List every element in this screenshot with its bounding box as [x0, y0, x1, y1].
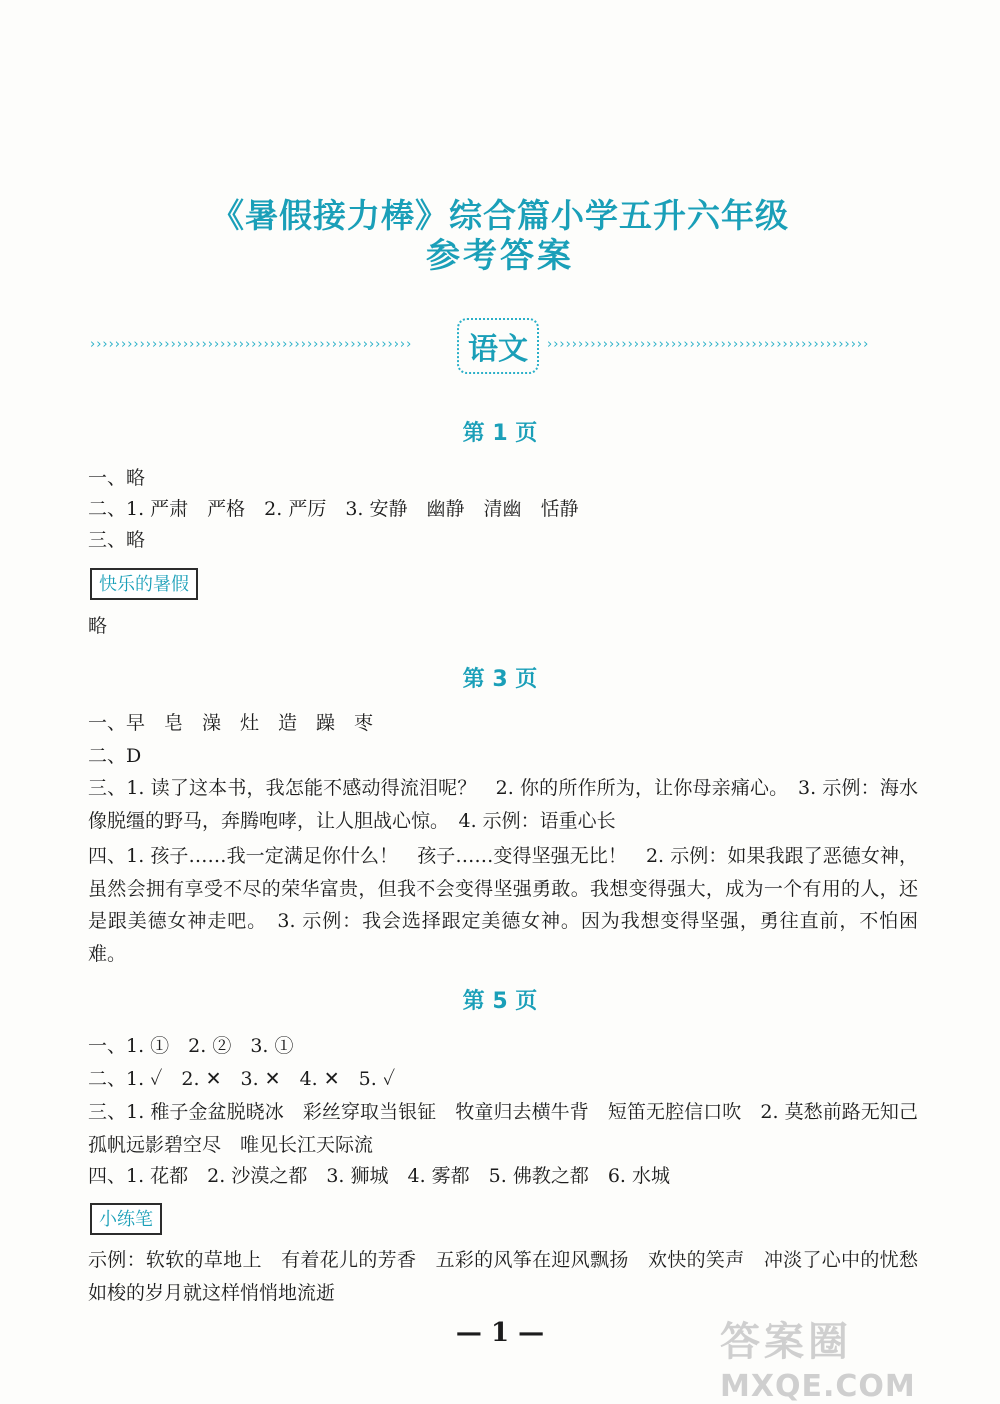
- answer-paragraph: 三、1. 读了这本书，我怎能不感动得流泪呢？ 2. 你的所作所为，让你母亲痛心。 3. 示例：海水像脱缰的野马，奔腾咆哮，让人胆战心惊。 4. 示例：语重心长: [88, 777, 918, 832]
- section-heading-p3: 第 3 页: [462, 667, 538, 692]
- answer-line: 二、1. 严肃 严格 2. 严厉 3. 安静 幽静 清幽 恬静: [88, 498, 579, 520]
- divider-left: ››››››››››››››››››››››››››››››››››››››››››››››››››››: [90, 337, 413, 352]
- answer-line: 一、早 皂 澡 灶 造 躁 枣: [88, 712, 374, 734]
- answer-line: 一、1. ① 2. ② 3. ①: [88, 1035, 294, 1057]
- answer-paragraph: 示例：软软的草地上 有着花儿的芳香 五彩的风筝在迎风飘扬 欢快的笑声 冲淡了心中的忧愁 如梭的岁月就这样悄悄地流逝: [88, 1249, 938, 1304]
- answer-line: 二、1. ✓ 2. ✕ 3. ✕ 4. ✕ 5. ✓: [88, 1068, 396, 1090]
- section-heading-p5: 第 5 页: [462, 989, 538, 1014]
- subject-label: 语文: [457, 318, 539, 374]
- document-title: 《暑假接力棒》综合篇小学五升六年级: [211, 196, 789, 235]
- answer-line: 四、1. 花都 2. 沙漠之都 3. 狮城 4. 雾都 5. 佛教之都 6. 水城: [88, 1165, 671, 1187]
- answer-line: 一、略: [88, 467, 146, 489]
- answer-line: 三、略: [88, 529, 146, 551]
- tag-writing-practice: 小练笔: [90, 1203, 162, 1235]
- page-number: — 1 —: [455, 1318, 545, 1348]
- divider-right: ››››››››››››››››››››››››››››››››››››››››››››››››››››: [547, 337, 870, 352]
- answer-line: 略: [88, 615, 108, 637]
- tag-happy-summer: 快乐的暑假: [90, 568, 198, 600]
- answer-paragraph: 四、1. 孩子……我一定满足你什么！ 孩子……变得坚强无比！ 2. 示例：如果我跟了恶德女神，虽然会拥有享受不尽的荣华富贵，但我不会变得坚强勇敢。我想变得强大，成为一个有用的人，还是跟美德女神走吧。 3. 示例：我会选择跟定美德女神。因为我想变得坚强，勇往直前，不怕困难。: [88, 845, 918, 965]
- watermark-logo: 答案圈 MXQE.COM: [720, 1319, 916, 1404]
- section-heading-p1: 第 1 页: [462, 421, 538, 446]
- document-subtitle: 参考答案: [426, 236, 574, 276]
- answer-paragraph: 三、1. 稚子金盆脱晓冰 彩丝穿取当银钲 牧童归去横牛背 短笛无腔信口吹 2. 莫愁前路无知己 孤帆远影碧空尽 唯见长江天际流: [88, 1101, 938, 1156]
- answer-line: 二、D: [88, 745, 142, 767]
